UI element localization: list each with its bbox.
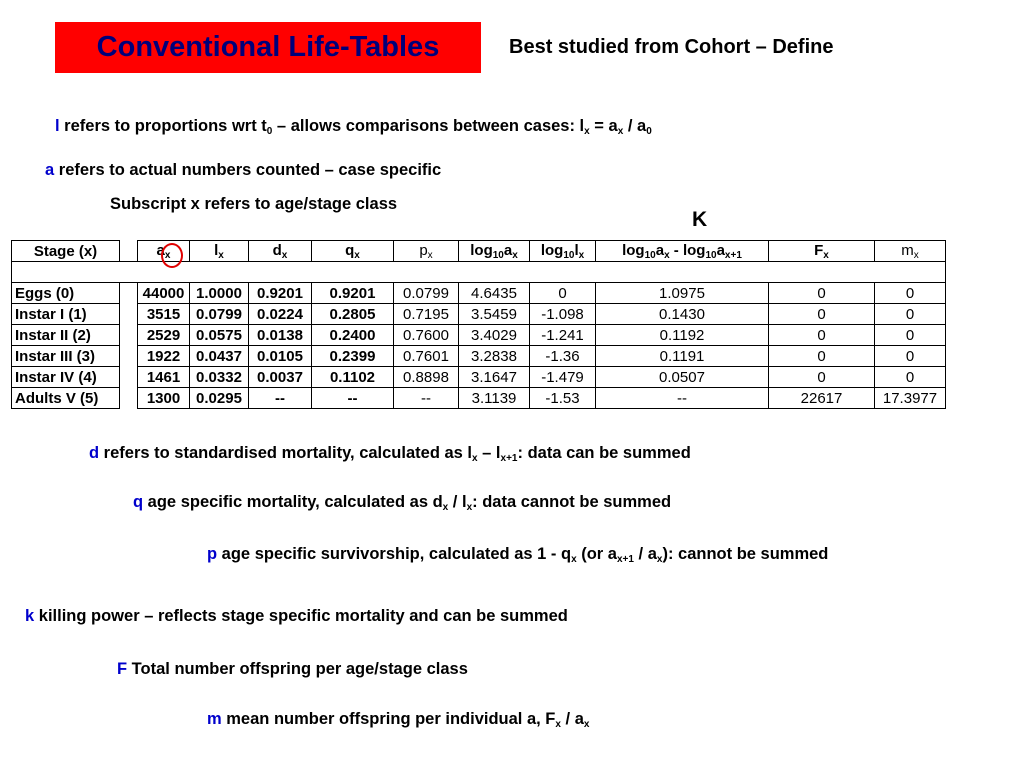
cell-p: 0.7195 xyxy=(394,304,459,325)
cell-log-a: 4.6435 xyxy=(459,283,530,304)
cell-a: 1922 xyxy=(138,346,190,367)
cell-q: 0.9201 xyxy=(312,283,394,304)
definition-subscript: Subscript x refers to age/stage class xyxy=(110,195,398,213)
cell-log-a: 3.1647 xyxy=(459,367,530,388)
cell-a: 1461 xyxy=(138,367,190,388)
cell-k: 0.0507 xyxy=(596,367,769,388)
cell-l: 0.0575 xyxy=(190,325,249,346)
cell-d: -- xyxy=(249,388,312,409)
life-table xyxy=(11,240,946,409)
cell-F: 0 xyxy=(769,283,875,304)
cell-q: 0.2805 xyxy=(312,304,394,325)
cell-m: 0 xyxy=(875,346,946,367)
header-q: $q_x$ xyxy=(312,241,394,262)
cell-d: 0.0224 xyxy=(249,304,312,325)
table-row xyxy=(12,325,946,346)
cell-log-l: -1.241 xyxy=(530,325,596,346)
cell-log-a: 3.1139 xyxy=(459,388,530,409)
cell-d: 0.0138 xyxy=(249,325,312,346)
definition-a: a refers to actual numbers counted – case specific xyxy=(45,161,442,179)
cell-stage: Instar II (2) xyxy=(12,325,120,346)
cell-a: 44000 xyxy=(138,283,190,304)
cell-k: -- xyxy=(596,388,769,409)
cell-a: 1300 xyxy=(138,388,190,409)
header-stage: Stage (x) xyxy=(12,241,120,262)
cell-l: 0.0799 xyxy=(190,304,249,325)
header-F: $F_x$ xyxy=(769,241,875,262)
cell-l: 0.0295 xyxy=(190,388,249,409)
cell-log-l: -1.479 xyxy=(530,367,596,388)
cell-stage: Instar III (3) xyxy=(12,346,120,367)
cell-m: 0 xyxy=(875,304,946,325)
cell-stage: Instar IV (4) xyxy=(12,367,120,388)
cell-log-l: -1.53 xyxy=(530,388,596,409)
cell-k: 0.1430 xyxy=(596,304,769,325)
cell-log-a: 3.4029 xyxy=(459,325,530,346)
table-header-row xyxy=(12,241,946,262)
header-a: $a_x$ xyxy=(138,241,190,262)
header-log-l: $\log_{10}l_x$ xyxy=(530,241,596,262)
cell-m: 17.3977 xyxy=(875,388,946,409)
cell-m: 0 xyxy=(875,367,946,388)
ax-highlight-circle xyxy=(161,243,183,268)
k-column-label: K xyxy=(692,208,708,231)
cell-stage: Eggs (0) xyxy=(12,283,120,304)
cell-l: 0.0332 xyxy=(190,367,249,388)
cell-log-l: 0 xyxy=(530,283,596,304)
cell-p: 0.7601 xyxy=(394,346,459,367)
header-k: $\log_{10}a_x - \log_{10}a_{x+1}$ xyxy=(596,241,769,262)
cell-a: 2529 xyxy=(138,325,190,346)
cell-d: 0.0037 xyxy=(249,367,312,388)
definition-k: k killing power – reflects stage specific mortality and can be summed xyxy=(25,607,568,625)
cell-p: 0.7600 xyxy=(394,325,459,346)
cell-l: 1.0000 xyxy=(190,283,249,304)
cell-F: 22617 xyxy=(769,388,875,409)
cell-q: 0.2400 xyxy=(312,325,394,346)
cell-p: 0.8898 xyxy=(394,367,459,388)
cell-q: 0.2399 xyxy=(312,346,394,367)
cell-stage: Instar I (1) xyxy=(12,304,120,325)
cell-d: 0.9201 xyxy=(249,283,312,304)
cell-F: 0 xyxy=(769,367,875,388)
definition-d: d refers to standardised mortality, calculated as $l_x - l_{x+1}$: data can be summed xyxy=(89,444,691,464)
definition-F: F Total number offspring per age/stage class xyxy=(117,660,468,678)
definition-l: l refers to proportions wrt $t_0$ – allows comparisons between cases: $l_x = a_x / a_0$ xyxy=(55,117,652,137)
slide-title: Conventional Life-Tables xyxy=(55,22,481,73)
cell-F: 0 xyxy=(769,325,875,346)
table-spacer-row xyxy=(12,262,946,283)
cell-d: 0.0105 xyxy=(249,346,312,367)
cell-k: 1.0975 xyxy=(596,283,769,304)
table-row xyxy=(12,388,946,409)
definition-p: p age specific survivorship, calculated as $1 - q_x$ (or $a_{x+1} / a_x$): cannot be summed xyxy=(207,545,829,565)
cell-a: 3515 xyxy=(138,304,190,325)
cell-log-a: 3.2838 xyxy=(459,346,530,367)
header-m: $m_x$ xyxy=(875,241,946,262)
header-d: $d_x$ xyxy=(249,241,312,262)
cell-F: 0 xyxy=(769,346,875,367)
table-row xyxy=(12,304,946,325)
header-p: $p_x$ xyxy=(394,241,459,262)
cell-m: 0 xyxy=(875,283,946,304)
cell-k: 0.1191 xyxy=(596,346,769,367)
cell-q: -- xyxy=(312,388,394,409)
definition-q: q age specific mortality, calculated as $d_x / l_x$: data cannot be summed xyxy=(133,493,672,513)
header-l: $l_x$ xyxy=(190,241,249,262)
table-row xyxy=(12,283,946,304)
cell-m: 0 xyxy=(875,325,946,346)
cell-stage: Adults V (5) xyxy=(12,388,120,409)
cell-k: 0.1192 xyxy=(596,325,769,346)
cell-log-l: -1.098 xyxy=(530,304,596,325)
cell-log-l: -1.36 xyxy=(530,346,596,367)
table-row xyxy=(12,346,946,367)
cell-log-a: 3.5459 xyxy=(459,304,530,325)
slide-subtitle: Best studied from Cohort – Define xyxy=(509,36,834,58)
cell-l: 0.0437 xyxy=(190,346,249,367)
table-row xyxy=(12,367,946,388)
definition-m: m mean number offspring per individual a, $F_x / a_x$ xyxy=(207,710,590,730)
cell-F: 0 xyxy=(769,304,875,325)
cell-p: -- xyxy=(394,388,459,409)
cell-p: 0.0799 xyxy=(394,283,459,304)
header-log-a: $\log_{10}a_x$ xyxy=(459,241,530,262)
cell-q: 0.1102 xyxy=(312,367,394,388)
